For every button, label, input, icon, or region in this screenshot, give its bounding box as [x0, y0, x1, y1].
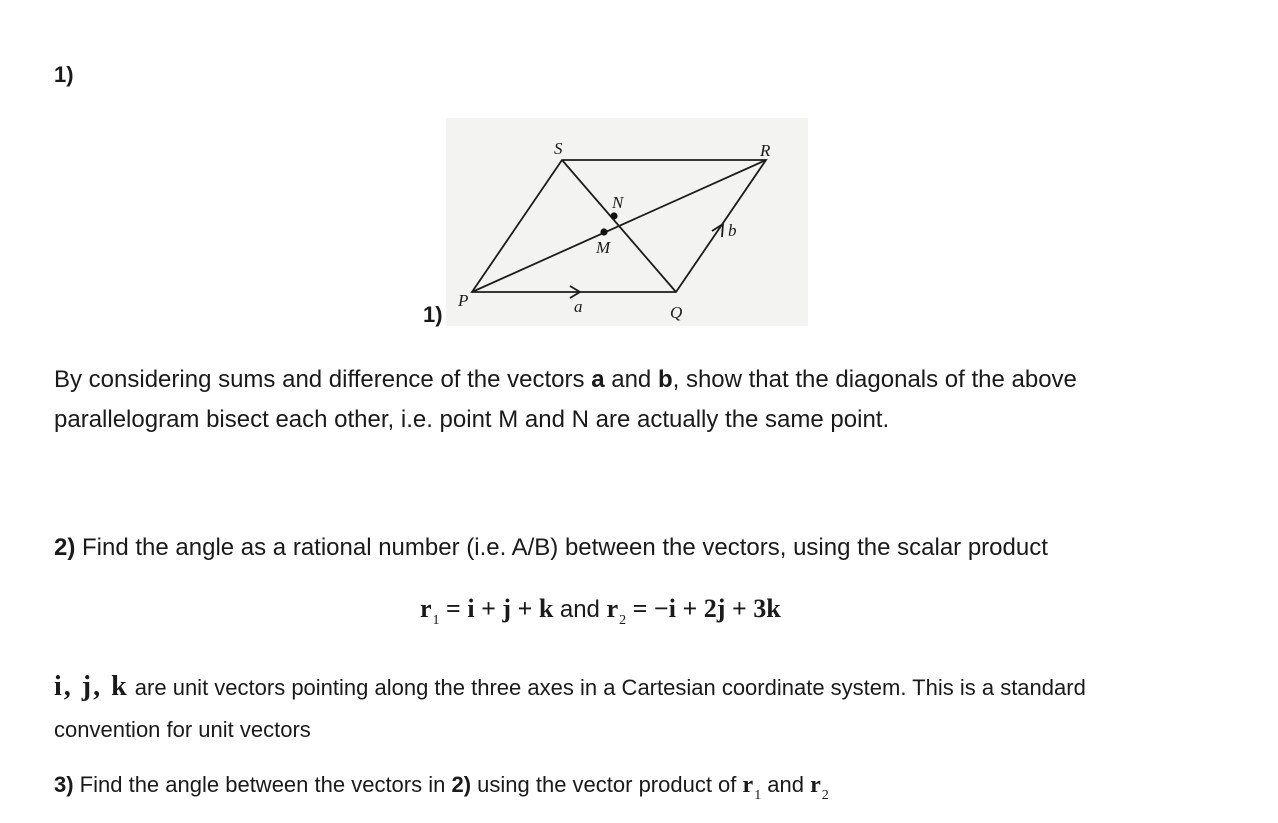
label-s: S: [554, 139, 563, 158]
label-a: a: [574, 297, 583, 316]
question-3-text: 3) Find the angle between the vectors in 2) using the vector product of $r_1$ and $r_2$: [54, 772, 829, 803]
label-b: b: [728, 221, 737, 240]
parallelogram-figure: [446, 118, 808, 326]
label-r: R: [760, 141, 771, 160]
question-3-number: 3): [54, 772, 74, 797]
unit-vector-symbols: i, j, k: [54, 671, 129, 702]
vector-b: b: [657, 366, 673, 393]
point-m: [600, 228, 607, 235]
label-n: N: [612, 193, 624, 212]
label-q: Q: [670, 303, 683, 322]
figure-number: 1): [423, 302, 443, 327]
label-p: P: [458, 291, 469, 310]
question-2-text: 2) Find the angle as a rational number (i.e. A/B) between the vectors, using the scalar product: [54, 534, 1048, 561]
point-n: [610, 212, 617, 219]
question-1-line-2: parallelogram bisect each other, i.e. point M and N are actually the same point.: [54, 406, 890, 433]
question-1-number: 1): [54, 62, 74, 87]
label-m: M: [596, 238, 611, 257]
vector-equation: $r_1 = i + j + k$ and $r_2 = -i + 2j + 3k$: [420, 594, 781, 628]
question-1-text: [54, 360, 1077, 440]
vector-a: a: [591, 366, 605, 393]
question-1-line-1: By considering sums and difference of the vectors a and b, show that the diagonals of the above: [54, 366, 1077, 393]
parallelogram-diagram: [446, 118, 808, 326]
question-2-number: 2): [54, 534, 76, 561]
unit-vector-note: i, j, k are unit vectors pointing along the three axes in a Cartesian coordinate system. This is a standard convention for unit vectors: [54, 671, 1086, 742]
